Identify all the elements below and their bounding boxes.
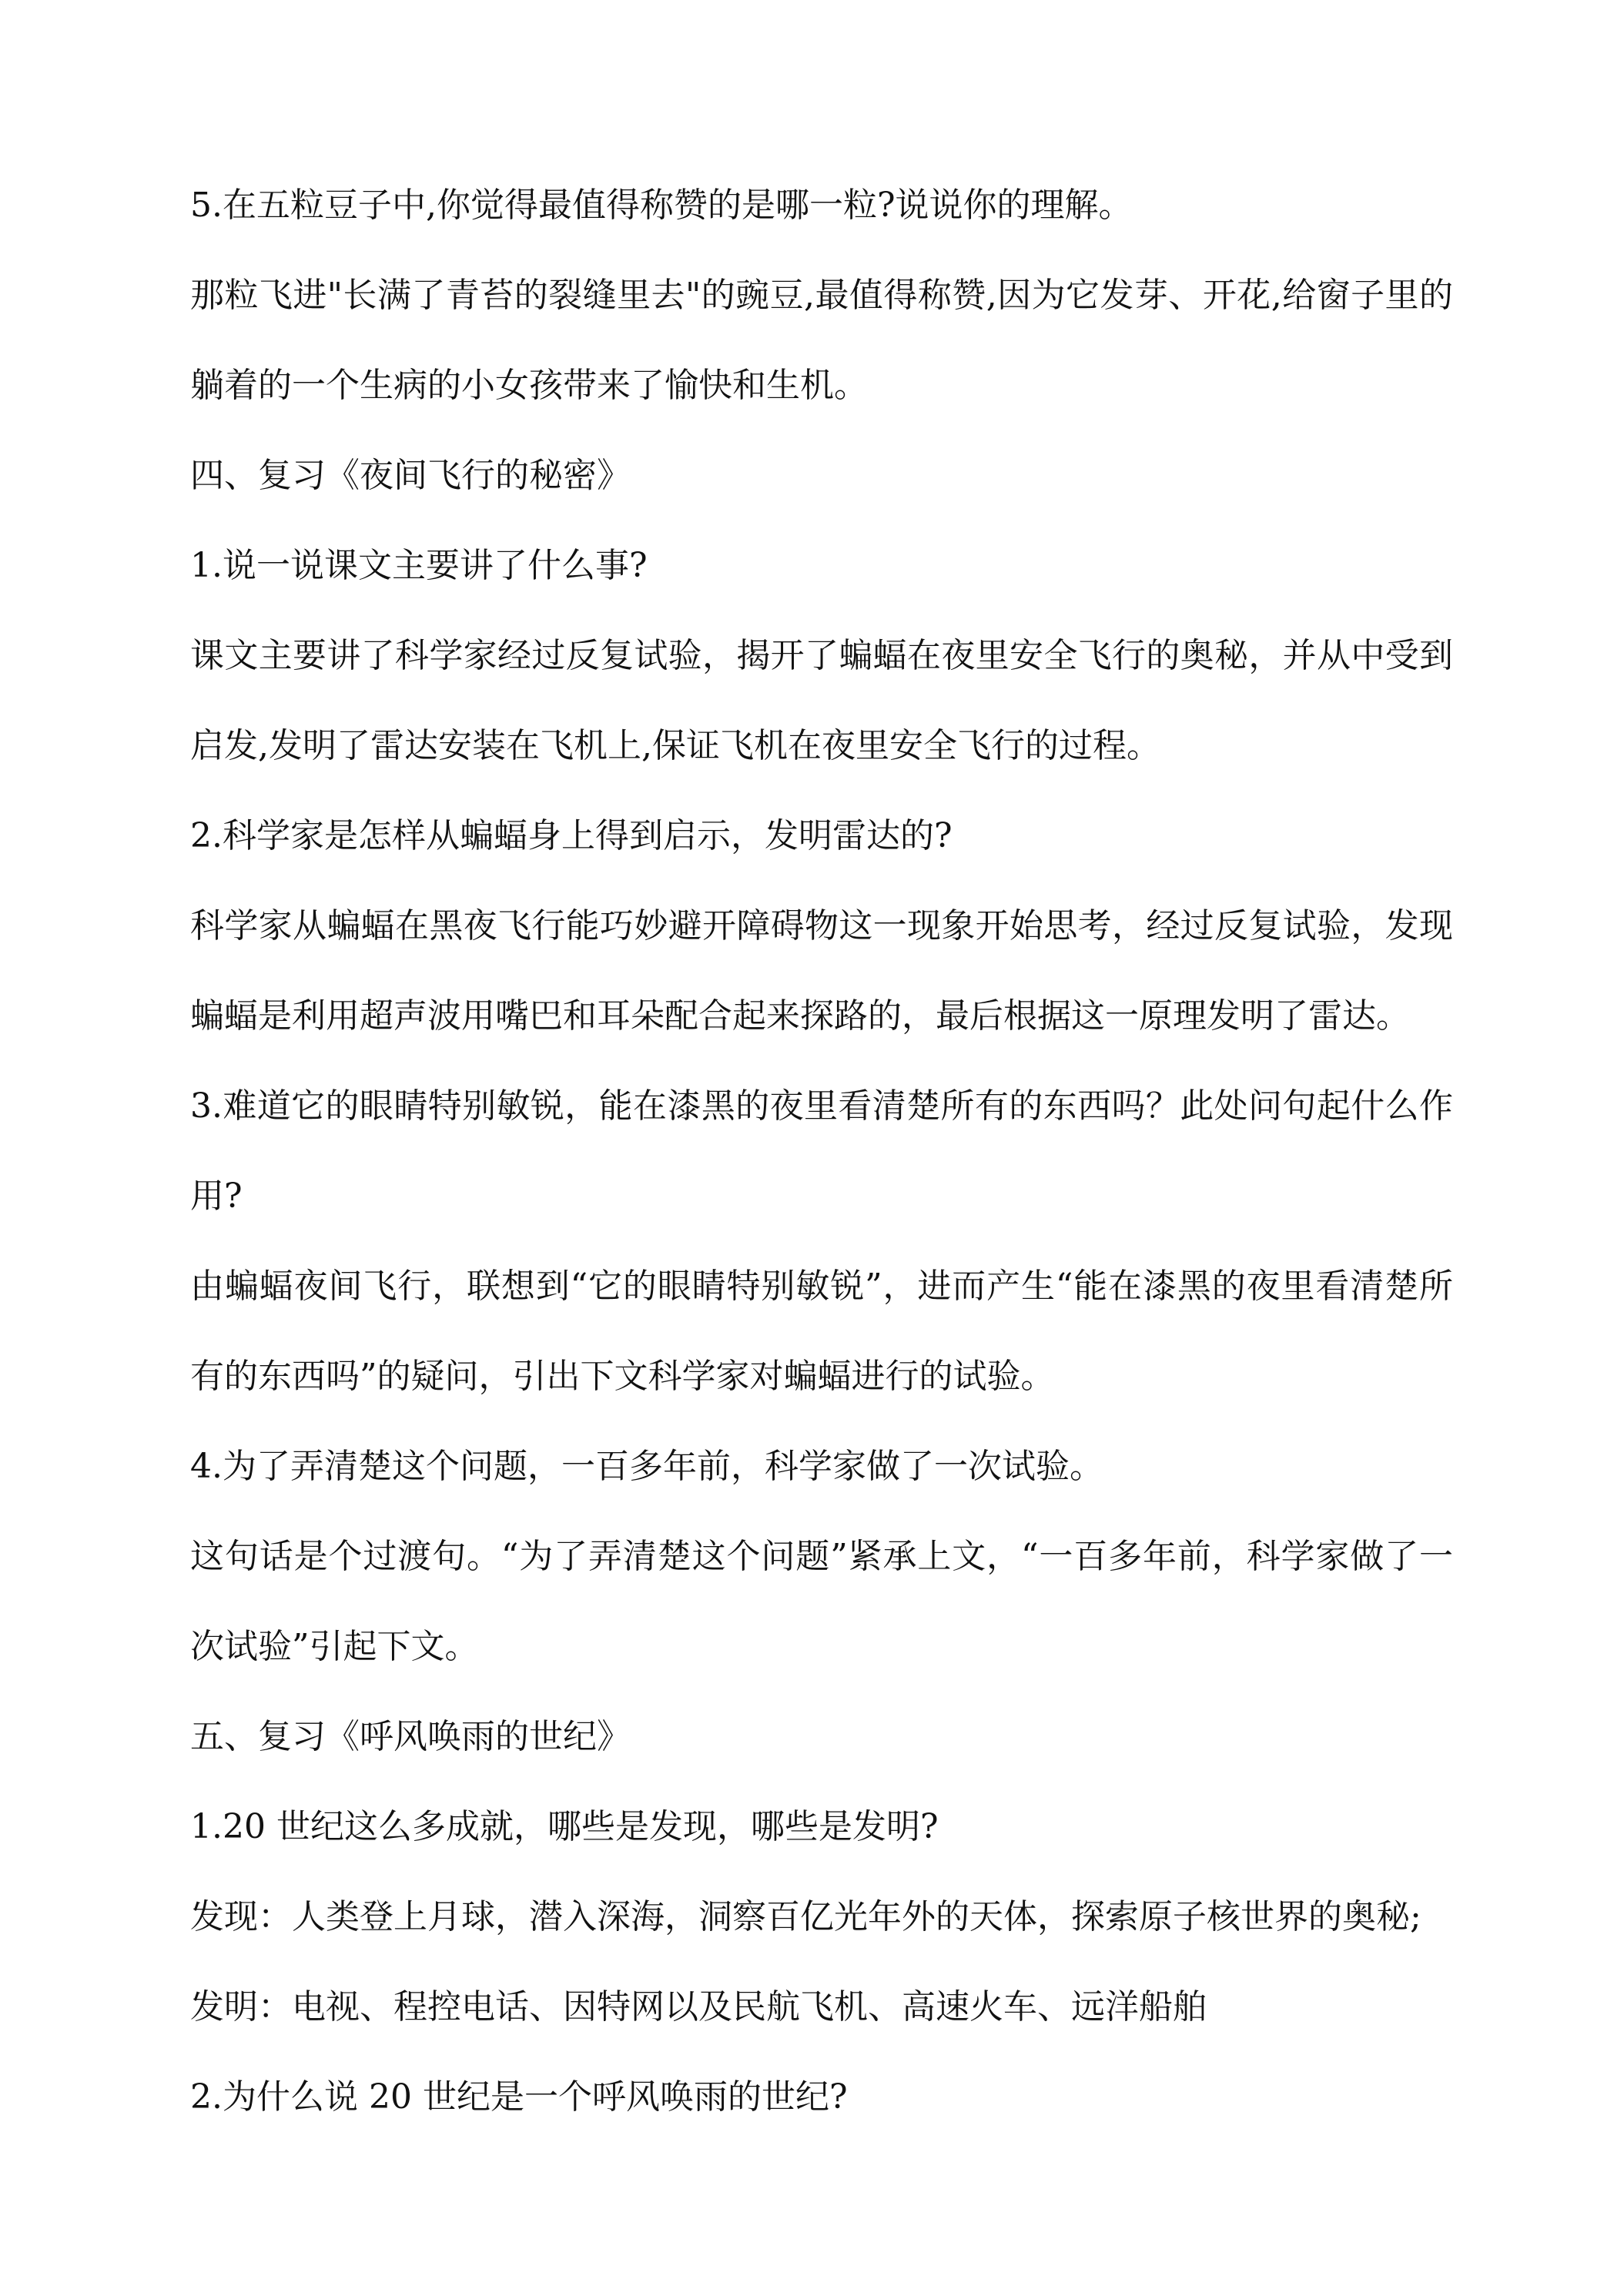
section-heading-century: 五、复习《呼风唤雨的世纪》 (190, 1717, 631, 1756)
question-radar-inspiration: 2.科学家是怎样从蝙蝠身上得到启示，发明雷达的? (190, 816, 953, 855)
answer-inventions: 发明：电视、程控电话、因特网以及民航飞机、高速火车、远洋船舶 (190, 1987, 1207, 2027)
question-transition-sentence: 4.为了弄清楚这个问题，一百多年前，科学家做了一次试验。 (190, 1447, 1103, 1486)
question-rhetorical-purpose: 3.难道它的眼睛特别敏锐，能在漆黑的夜里看清楚所有的东西吗？此处问句起什么作用? (190, 1086, 1453, 1216)
question-main-idea: 1.说一说课文主要讲了什么事? (190, 546, 648, 585)
answer-rhetorical-purpose: 由蝙蝠夜间飞行，联想到“它的眼睛特别敏锐”，进而产生“能在漆黑的夜里看清楚所有的东西吗”的疑问，引出下文科学家对蝙蝠进行的试验。 (190, 1267, 1453, 1396)
answer-discoveries: 发现：人类登上月球，潜入深海，洞察百亿光年外的天体，探索原子核世界的奥秘; (190, 1897, 1421, 1936)
question-wind-rain-century: 2.为什么说 20 世纪是一个呼风唤雨的世纪? (190, 2077, 848, 2117)
document-body (190, 160, 1453, 2142)
section-heading-night-flight: 四、复习《夜间飞行的秘密》 (190, 456, 631, 495)
answer-five-beans: 那粒飞进"长满了青苔的裂缝里去"的豌豆,最值得称赞,因为它发芽、开花,给窗子里的躺着的一个生病的小女孩带来了愉快和生机。 (190, 276, 1453, 405)
answer-radar-inspiration: 科学家从蝙蝠在黑夜飞行能巧妙避开障碍物这一现象开始思考，经过反复试验，发现蝙蝠是利用超声波用嘴巴和耳朵配合起来探路的，最后根据这一原理发明了雷达。 (190, 906, 1453, 1036)
answer-transition-sentence: 这句话是个过渡句。“为了弄清楚这个问题”紧承上文，“一百多年前，科学家做了一次试验”引起下文。 (190, 1537, 1453, 1666)
question-five-beans: 5.在五粒豆子中,你觉得最值得称赞的是哪一粒?说说你的理解。 (190, 186, 1133, 225)
question-discoveries-inventions: 1.20 世纪这么多成就，哪些是发现，哪些是发明? (190, 1807, 939, 1846)
answer-main-idea: 课文主要讲了科学家经过反复试验，揭开了蝙蝠在夜里安全飞行的奥秘，并从中受到启发,发明了雷达安装在飞机上,保证飞机在夜里安全飞行的过程。 (190, 636, 1453, 765)
